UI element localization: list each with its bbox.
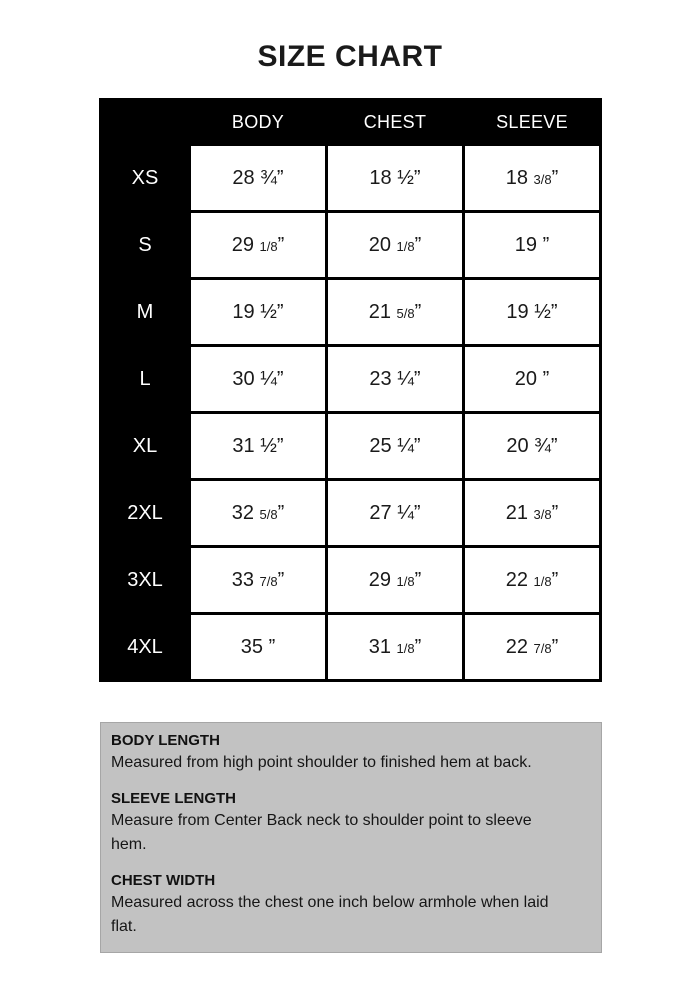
note-body-length — [111, 730, 563, 775]
note-heading: CHEST WIDTH — [111, 872, 216, 889]
sleeve-measurement-cell — [465, 347, 599, 411]
measurement-fraction: 7/8 — [533, 640, 552, 656]
size-row — [102, 481, 599, 545]
measurement-number: 18 — [505, 166, 528, 189]
body-measurement-cell — [191, 414, 325, 478]
size-label: XL — [102, 414, 188, 478]
measurement-fraction: 1/8 — [396, 573, 415, 589]
chest-measurement-cell — [328, 213, 462, 277]
measurement-number: 20 — [368, 233, 391, 256]
measurement-notes — [100, 722, 602, 953]
inch-mark: ” — [276, 166, 284, 189]
measurement-number: 29 — [231, 233, 254, 256]
body-measurement-cell — [191, 481, 325, 545]
size-table-body — [102, 146, 599, 679]
body-measurement-cell — [191, 548, 325, 612]
measurement-fraction: ½ — [397, 166, 414, 189]
inch-mark: ” — [413, 434, 421, 457]
size-label: XS — [102, 146, 188, 210]
page-title: SIZE CHART — [257, 40, 443, 73]
measurement-fraction: 1/8 — [259, 238, 278, 254]
inch-mark: ” — [413, 367, 421, 390]
body-measurement-cell — [191, 615, 325, 679]
size-chart-table — [99, 98, 602, 682]
measurement-fraction: ¾ — [534, 434, 551, 457]
inch-mark: ” — [551, 635, 559, 658]
measurement-number: 31 — [232, 434, 255, 457]
note-heading: SLEEVE LENGTH — [111, 790, 237, 807]
measurement-fraction: ¼ — [260, 367, 277, 390]
note-chest-width — [111, 870, 563, 939]
measurement-fraction: 1/8 — [396, 640, 415, 656]
measurement-fraction: ½ — [260, 300, 277, 323]
sleeve-measurement-cell — [465, 414, 599, 478]
sleeve-measurement-cell — [465, 548, 599, 612]
inch-mark: ” — [413, 501, 421, 524]
measurement-number: 20 — [506, 434, 529, 457]
chest-measurement-cell — [328, 347, 462, 411]
chest-measurement-cell — [328, 414, 462, 478]
measurement-number: 23 — [369, 367, 392, 390]
measurement-number: 20 — [514, 367, 537, 390]
size-row — [102, 146, 599, 210]
column-header-chest: CHEST — [328, 101, 462, 143]
measurement-number: 19 — [514, 233, 537, 256]
chest-measurement-cell — [328, 615, 462, 679]
measurement-fraction: ½ — [260, 434, 277, 457]
inch-mark: ” — [276, 434, 284, 457]
measurement-fraction: ¾ — [260, 166, 277, 189]
measurement-number: 18 — [369, 166, 392, 189]
inch-mark: ” — [414, 300, 422, 323]
size-row — [102, 414, 599, 478]
body-measurement-cell — [191, 347, 325, 411]
measurement-fraction: 1/8 — [396, 238, 415, 254]
measurement-fraction: 3/8 — [533, 171, 552, 187]
size-label: 3XL — [102, 548, 188, 612]
size-row — [102, 548, 599, 612]
measurement-number: 35 — [240, 635, 263, 658]
measurement-number: 32 — [231, 501, 254, 524]
measurement-number: 22 — [505, 635, 528, 658]
size-chart-header — [102, 101, 599, 143]
sleeve-measurement-cell — [465, 213, 599, 277]
measurement-number: 29 — [368, 568, 391, 591]
size-label: 4XL — [102, 615, 188, 679]
inch-mark: ” — [551, 166, 559, 189]
inch-mark: ” — [414, 635, 422, 658]
measurement-number: 19 — [232, 300, 255, 323]
column-header-sleeve: SLEEVE — [465, 101, 599, 143]
measurement-number: 25 — [369, 434, 392, 457]
size-label: M — [102, 280, 188, 344]
inch-mark: ” — [542, 367, 550, 390]
measurement-fraction: 7/8 — [259, 573, 278, 589]
measurement-number: 33 — [231, 568, 254, 591]
note-heading: BODY LENGTH — [111, 732, 220, 749]
sleeve-measurement-cell — [465, 615, 599, 679]
sleeve-measurement-cell — [465, 146, 599, 210]
inch-mark: ” — [413, 166, 421, 189]
size-row — [102, 280, 599, 344]
size-label: S — [102, 213, 188, 277]
measurement-number: 30 — [232, 367, 255, 390]
measurement-fraction: ¼ — [397, 367, 414, 390]
measurement-number: 21 — [505, 501, 528, 524]
inch-mark: ” — [551, 501, 559, 524]
measurement-number: 28 — [232, 166, 255, 189]
measurement-fraction: 5/8 — [396, 305, 415, 321]
chest-measurement-cell — [328, 280, 462, 344]
measurement-number: 19 — [506, 300, 529, 323]
measurement-fraction: 3/8 — [533, 506, 552, 522]
inch-mark: ” — [551, 568, 559, 591]
column-header-body: BODY — [191, 101, 325, 143]
inch-mark: ” — [277, 233, 285, 256]
note-sleeve-length — [111, 788, 563, 857]
measurement-fraction: 5/8 — [259, 506, 278, 522]
body-measurement-cell — [191, 213, 325, 277]
inch-mark: ” — [414, 233, 422, 256]
sleeve-measurement-cell — [465, 280, 599, 344]
sleeve-measurement-cell — [465, 481, 599, 545]
measurement-fraction: ¼ — [397, 501, 414, 524]
measurement-number: 31 — [368, 635, 391, 658]
body-measurement-cell — [191, 280, 325, 344]
inch-mark: ” — [277, 501, 285, 524]
inch-mark: ” — [276, 300, 284, 323]
note-text: Measure from Center Back neck to shoulder point to sleeve hem. — [111, 812, 532, 853]
inch-mark: ” — [268, 635, 276, 658]
size-label: L — [102, 347, 188, 411]
inch-mark: ” — [550, 434, 558, 457]
size-label: 2XL — [102, 481, 188, 545]
table-corner-cell — [102, 101, 188, 143]
header-row — [102, 101, 599, 143]
chest-measurement-cell — [328, 548, 462, 612]
size-row — [102, 213, 599, 277]
inch-mark: ” — [542, 233, 550, 256]
inch-mark: ” — [276, 367, 284, 390]
body-measurement-cell — [191, 146, 325, 210]
inch-mark: ” — [277, 568, 285, 591]
measurement-fraction: ½ — [534, 300, 551, 323]
measurement-number: 22 — [505, 568, 528, 591]
chest-measurement-cell — [328, 481, 462, 545]
measurement-number: 27 — [369, 501, 392, 524]
size-row — [102, 347, 599, 411]
size-row — [102, 615, 599, 679]
note-text: Measured from high point shoulder to finished hem at back. — [111, 754, 532, 771]
measurement-number: 21 — [368, 300, 391, 323]
inch-mark: ” — [550, 300, 558, 323]
inch-mark: ” — [414, 568, 422, 591]
note-text: Measured across the chest one inch below armhole when laid flat. — [111, 894, 549, 935]
measurement-fraction: 1/8 — [533, 573, 552, 589]
chest-measurement-cell — [328, 146, 462, 210]
measurement-fraction: ¼ — [397, 434, 414, 457]
